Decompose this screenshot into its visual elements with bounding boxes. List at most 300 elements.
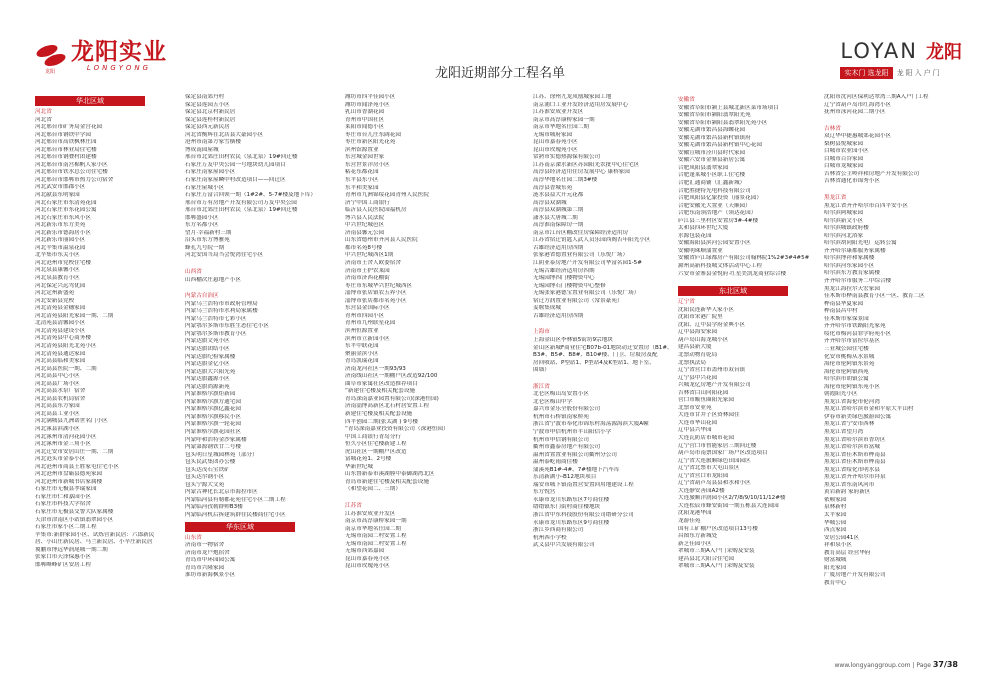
project-item: 温州省置置业有限公司衢州分公司	[533, 451, 617, 458]
project-item: 佳木斯市家保景园	[824, 315, 869, 322]
logo-mark-icon: 龙阳	[36, 44, 66, 68]
project-item: 河北献县东明家园	[35, 192, 80, 199]
project-item: 江阴亚泰房地产开发有限公司华富名园1-5#	[533, 260, 642, 267]
project-item: 中兴世纪城邑区	[345, 222, 385, 229]
project-item: 辽中县海安家园	[678, 329, 718, 336]
project-item: 淮坊市新海枫景小区	[185, 572, 236, 579]
project-item: 潍坊市四平佳园小区	[345, 94, 396, 100]
project-item: 江苏淮安成业开发区	[533, 109, 584, 116]
project-column-1	[35, 94, 185, 569]
project-item: 高淳县双湖城	[533, 199, 567, 206]
province-heading: 内蒙古自治区	[185, 293, 219, 300]
project-item: 辽宁省葫芦岛市红海湾小区	[824, 101, 892, 108]
project-item: 山东鲁新泰市溪湖塍中泰御湖湾北区	[345, 471, 435, 478]
project-item: 河北保定兴远驾优园	[35, 282, 86, 289]
project-item: 河北清苑县阳光家园一期、二期	[35, 312, 114, 319]
project-item: 内蒙准格尔旗亿鑫花园	[185, 406, 241, 413]
project-item: 北票动物育乾局	[678, 351, 718, 358]
project-item: 无锡张家港德宝置业有限公司（乐悦广场）	[533, 290, 640, 297]
project-item: 保定县莲桂村新民居	[185, 116, 236, 123]
project-item: 大连市甘井子区资林园住	[678, 412, 740, 419]
project-item: 北票市安业苑	[678, 404, 712, 411]
project-item: 安徽芜湖市繁昌县新村镇镇府	[678, 134, 751, 141]
project-item: 江苏南京溧水新区苏园阳光农批中心住宅区	[533, 161, 640, 168]
project-item: 黑龙江省海伦市伦河湾	[824, 398, 880, 405]
project-item: 沈阳民连新华人家小区	[678, 306, 734, 313]
project-item: 昆山市玫瑰苑小区	[345, 563, 390, 570]
project-item: 内蒙达旗大兴阳光苑	[185, 368, 236, 375]
project-item: 河北石家庄市东花园公寓	[35, 207, 97, 214]
project-item: 枣庄市台儿庄东阔花园	[345, 131, 401, 138]
province-heading: 山东省	[185, 534, 202, 541]
project-item: 金山区新城F商业住宅B07b-01地块动迁安置房（B1#、	[533, 344, 673, 351]
project-item: 临沂县人民医院园福机房	[345, 207, 407, 214]
project-item: 包头民武集团办公楼	[185, 459, 236, 466]
project-item: 青州市九洲锦绥花园青州人民医院	[345, 192, 429, 199]
project-item: 河北清苑县金穗家园	[35, 305, 86, 312]
project-item: 河北高县临和美家园	[35, 358, 86, 365]
project-item: 河北邢台市南宫棉帆人家小区	[35, 161, 108, 168]
project-item: 涟水县益大开元花都	[533, 192, 584, 199]
project-item: 河北沧州市党校住宅楼	[35, 259, 91, 266]
project-item: 梨树县悦城家园	[824, 140, 864, 147]
project-item: 吉林省通化市锦秀小区	[824, 178, 880, 185]
project-item: 杭州西小学校	[533, 534, 567, 541]
project-item: 西点家园	[824, 527, 847, 534]
project-item: 曲阜市家寓社区改造推荐项目	[345, 380, 418, 387]
project-item: 华新世纪城	[345, 463, 373, 470]
province-heading: 河北省	[35, 109, 52, 115]
project-item: 蜂孔九号院一期	[185, 244, 225, 251]
project-item: 青州市四园小区	[345, 312, 385, 319]
province-heading: 黑龙江省	[824, 195, 847, 202]
project-item: 海伦市伦阿镇东苑小区	[824, 383, 880, 390]
project-item: 北票执法局	[678, 359, 706, 366]
project-item: 河北新乐市东方美苑	[35, 222, 86, 229]
project-item: 太平家园	[824, 511, 847, 518]
project-item: 河北清苑县中心商务楼	[35, 335, 91, 342]
project-item: 东营城金园世家	[345, 154, 385, 161]
project-item: 浙江乡西商有限公司	[533, 527, 584, 534]
project-item: 哈尔滨博祥和家属楼	[824, 255, 875, 262]
project-item: 黑龙江海拉尔天宏家园	[824, 285, 880, 292]
project-item: 山东省德州市齐河县人民医院	[345, 237, 418, 244]
project-item: 黑龙江省望月湾	[824, 428, 864, 435]
project-item: 包头达尔钢小区	[185, 474, 225, 481]
project-item: 沈阳市宋港广院里	[678, 314, 723, 321]
project-item: 河北新乐市德海居小区	[35, 229, 91, 236]
project-item: 黑龙江省哈尔滨市金和平原大平山村	[824, 406, 914, 413]
project-item: 河北涿州市金三角小区	[35, 441, 91, 448]
project-item: 合肥东南领浩地产（领达花园）	[678, 210, 757, 217]
project-item: 祥和泉小区	[824, 542, 852, 549]
project-item: 水源包装花园	[678, 232, 712, 239]
project-column-3	[345, 94, 495, 571]
project-item: 南京浦口工业开发经济适用房发展中心	[533, 101, 629, 108]
project-item: 南京市高淳康桥家园一期	[533, 116, 595, 123]
project-item: 河北沧州市盘霸县德苑家园	[35, 471, 103, 478]
brand-name: 龙阳实业	[71, 39, 167, 65]
project-item: 北辛集市东关小区	[35, 252, 80, 259]
footer-url: www.longyanggroup.com	[834, 662, 911, 669]
project-item: 石家庄市无极县孝瑞家园	[35, 486, 97, 493]
project-item: 黑龙江省佳木斯市桦南县	[824, 459, 886, 466]
project-item: 嘉兴市金乐全股份有限公司	[533, 406, 601, 413]
project-item: 齐齐哈尔市铁路阳光家苑	[824, 323, 886, 330]
project-item: 永康市龙川东路东区9号商住楼	[533, 519, 610, 526]
project-item: 姜堰集成城	[533, 305, 561, 312]
spacer	[678, 278, 818, 284]
project-item: 河北清苑县通达家园	[35, 350, 86, 357]
project-item: 河北涿县滨湖小区	[35, 425, 80, 432]
province-heading: 浙江省	[533, 383, 550, 390]
project-item: 无锡古雄经济适用房四期	[533, 267, 595, 274]
project-item: 哈尔滨阿城家园	[824, 210, 864, 217]
project-item: 内蒙准格尔旗一轮花园	[185, 421, 241, 428]
project-item: 博成南园屋城	[185, 146, 219, 153]
project-item: 葫芦岛山海龙城小区	[678, 336, 729, 343]
region-header: 东北区域	[678, 286, 788, 296]
province-heading: 辽宁省	[678, 299, 695, 306]
project-item: 河北清苑县阳光北苑小区	[35, 342, 97, 349]
project-item: 石家庄市无极县交警大队家属楼	[35, 508, 114, 515]
project-item: 合肥安徽光大置业（天顺园）	[678, 202, 751, 209]
project-item: 邢台市万有房地产开发有限公司万友中央公园	[185, 199, 297, 206]
project-item: 安徽省阜阳市颍阳翡翠阳光苑	[678, 112, 751, 119]
project-item: 滨州恒源置业	[345, 327, 379, 334]
project-item: 东营世景洋房小区	[345, 161, 390, 168]
project-item: 保定县北京村新民居	[185, 109, 236, 116]
project-item: 河北省衡辉在北店县大豪园小区	[185, 131, 264, 138]
project-item: 河北高县医院一期、二期	[35, 365, 97, 372]
project-item: 白城市百谷家园	[824, 155, 864, 162]
project-item: 包头宁源大文苑	[185, 481, 225, 488]
project-item: 黑龙江省齐齐哈尔市百四平安小区	[824, 202, 908, 209]
project-item: 伊春市新美绿色旅游园公寓	[824, 413, 892, 420]
project-item: 济南县馨元公园	[345, 229, 385, 236]
project-item: 内蒙达旗文苑小区	[185, 338, 230, 345]
project-item: 安徽海阳县滨河公园安置小区	[678, 240, 751, 247]
project-item: 齐齐哈尔市富拉尔基区	[824, 338, 880, 345]
project-item: 内蒙准格尔旗花园社区	[185, 428, 241, 435]
project-item: 合肥凤阳县翡翠家园	[678, 164, 729, 171]
footer-page-label: Page	[916, 662, 931, 669]
project-item: 江苏、徐州九龙凤凰城家园工地	[533, 94, 612, 100]
project-item: 安徽芜湖市繁昌县新村镇中心花园	[678, 142, 762, 149]
project-item: 昌图东方新城处	[678, 533, 718, 540]
project-item: 杭州市石桥镇南家桥苑	[533, 413, 589, 420]
project-item: 内蒙乌兰浩特市市政府管理局	[185, 300, 258, 307]
project-item: 白城市龙城家园	[824, 163, 864, 170]
project-item: 高淳县经济适用住房发展中心 康桥家园	[533, 169, 630, 176]
province-heading: 安徽省	[678, 97, 695, 103]
project-item: 内蒙准格尔旗移民小区	[185, 413, 241, 420]
project-item: 东平县东小区	[345, 177, 379, 184]
spacer	[345, 494, 495, 500]
project-item: 内蒙达旗团结小区	[185, 345, 230, 352]
project-item: 辽宁县中兴花园	[678, 374, 718, 381]
project-item: 哈尔滨河东家园小区	[824, 262, 875, 269]
project-item: 博兴县人民法院	[345, 214, 385, 221]
project-item: “新建住宅楼及相关配套设施	[345, 388, 416, 395]
project-item: 中国工商银行青岛分行	[345, 433, 401, 440]
project-item: 河北定州新盛苑	[35, 290, 75, 297]
project-item: 辽宁省北票市大屯山景区	[678, 465, 740, 472]
project-item: 石家庄市仁和嘉园小区	[35, 493, 91, 500]
project-item: 包头明日星城园林苑（部分）	[185, 451, 258, 458]
project-item: 河北满城县九洲诺世名门小区	[35, 418, 108, 425]
project-item: 杭州市申信钢有限公司	[533, 436, 589, 443]
project-item: 财富城城	[824, 557, 847, 564]
project-item: 河北石家庄市东风小区	[35, 214, 91, 221]
project-item: 依顿家园	[824, 496, 847, 503]
project-item: 双辽华中捷惠城郊花园小区	[824, 133, 892, 140]
spacer	[824, 117, 964, 123]
project-item: 上海金山区李林镇5街坊9宗地块	[533, 336, 613, 343]
project-item: B3#、B5#、B8#、B10#楼、门卫、垃圾房及配	[533, 352, 658, 359]
project-item: 河北高县中心小区	[35, 373, 80, 380]
project-item: 河北邢台市矿务局金宫花园	[35, 124, 103, 131]
region-header: 华北区域	[35, 96, 145, 106]
project-item: 富城花苑1、2号楼	[345, 456, 392, 463]
project-item: 河北邢台市钢铁中学园	[35, 131, 91, 138]
project-item: 石家庄市科技大学宿舍	[35, 501, 91, 508]
slogan-text: 龙阳入户门	[896, 69, 942, 77]
project-item: 青岛市中环园园公寓	[185, 557, 236, 564]
spacer	[185, 260, 335, 266]
project-item: 河北石家庄市东清苑花园	[35, 199, 97, 206]
project-item: （和望花园二、三期）	[345, 486, 401, 493]
spacer	[824, 186, 964, 192]
region-header: 华东区域	[185, 522, 295, 532]
project-item: 浙江省中东科技股份有限公司缙研分公司	[533, 511, 634, 518]
project-item: 内蒙临河机后拆建筑群住民楼商住宅小区	[185, 511, 286, 518]
project-item: 黑龙江省齐齐哈尔市拜泉	[824, 474, 886, 481]
project-item: 安徽六安市金寨县新居公寓	[678, 157, 746, 164]
project-item: 东方悦宫	[533, 489, 556, 496]
project-item: 辽宁省营口市盖州市双台镇	[678, 367, 746, 374]
project-item: 枣庄市东城华兴世纪城西区	[345, 282, 413, 289]
project-column-2	[185, 94, 335, 580]
project-item: 内蒙临河县有勒都花苑住宅小区二期工程	[185, 496, 286, 503]
project-item: 化安市桃梅从水景城	[824, 353, 875, 360]
project-item: 安徽芜湖市繁昌县海螺花园	[678, 127, 746, 134]
project-item: 辽宁营口市智能家居三期回迁楼	[678, 442, 757, 449]
project-item: 华城公园	[824, 519, 847, 526]
project-item: 大连静安善园A2楼	[678, 487, 725, 494]
project-item: 河北省	[35, 116, 52, 123]
project-item: 内蒙达旗鑫源小区	[185, 376, 230, 383]
project-item: 山西榆次庄悬地产小区	[185, 276, 241, 283]
project-item: 石家庄南家屋园小区	[185, 169, 236, 176]
project-item: 河北高县农机局宿舍	[35, 395, 86, 402]
project-column-5	[678, 94, 818, 571]
footer-page-number: 37/38	[932, 660, 958, 669]
project-item: 辽宁省大连旅顺绿色田园园区	[678, 457, 751, 464]
project-item: 恒久小区住宅楼新建工程	[345, 441, 407, 448]
project-item: 东平和美家园	[345, 184, 379, 191]
project-item: 大连松辰市蜂安街园一期五栋县大连园园	[678, 502, 779, 509]
project-item: 辽宁省葫芦岛县县和水和小区	[678, 480, 751, 487]
project-item: 河北涿州市清河花园小区	[35, 433, 97, 440]
project-item: 河北清苑县建设小区	[35, 327, 86, 334]
project-item: 内蒙达旗尚源新苑	[185, 383, 230, 390]
project-item: 昆山市嘉春苑小区	[345, 555, 390, 562]
project-item: 哈尔滨城镇政府楼	[824, 225, 869, 232]
project-item: 哈尔滨新文小区	[824, 217, 864, 224]
project-item: 济南市济西花棚街	[345, 275, 390, 282]
project-item: 青州市九州联星花园	[345, 320, 396, 327]
project-item: 河北迁安市安居山庄一期、二期	[35, 448, 114, 455]
project-item: 淄博市张店都市名苑小区	[345, 297, 407, 304]
project-item: 高淳县香城东苑	[533, 184, 573, 191]
project-item: 济南线山社区一期棚户区改造92/100	[345, 373, 438, 380]
spacer	[533, 320, 673, 326]
project-item: 建昌县北大阳合住宅园	[678, 555, 734, 562]
project-item: 河北邢台市钢叠村团建楼	[35, 154, 97, 161]
project-item: 虎山社区一期棚户区改造	[345, 448, 407, 455]
project-item: 武义县中兴发展有限公司	[533, 542, 595, 549]
project-item: 太和县四环世纪大厦	[678, 225, 729, 232]
project-item: 保定县西元新民居	[185, 124, 230, 131]
project-item: 围墙）	[533, 367, 550, 374]
project-item: 合肥汇通商铺（汇鑫新城）	[678, 180, 746, 187]
project-item: 安徽省阜阳市颍阳县翡翠阳光苑小区	[678, 119, 768, 126]
project-item: 无锡市西郊嘉园	[345, 548, 385, 555]
project-item: 吉林省白山向阳花园	[678, 389, 729, 396]
project-item: 南京市华地名仕园二期	[345, 525, 401, 532]
project-item: 白城市农业园小区	[824, 148, 869, 155]
project-item: 内蒙乌兰浩特市水利局家属楼	[185, 308, 258, 315]
project-item: 济南市龙户炮宿舍	[185, 549, 230, 556]
project-item: 聚丽金滨小区	[345, 350, 379, 357]
project-item: 内蒙达旗纪检家属楼	[185, 353, 236, 360]
project-item: 都市名苑8号楼	[345, 244, 383, 251]
project-item: 莱阳市闻德小区	[345, 124, 385, 131]
project-item: 济宁中国工商银行	[345, 199, 390, 206]
project-item: 合肥蓬莱城小区职工住宅楼	[678, 172, 746, 179]
project-item: 桦南县昌中村	[824, 308, 858, 315]
project-item: 邢台市北郊庄田村农民（泉北泉）19#回迁楼	[185, 154, 298, 161]
project-item: 昆山市玫瑰苑小区	[533, 146, 578, 153]
project-item: 辽宁省营口市龙阳园	[678, 472, 729, 479]
project-item: 无锡园博四门楼物资中心	[533, 275, 595, 282]
project-item: 沿头市东方博雅苑	[185, 237, 230, 244]
project-item: 冀鹏市博远华润尾城一期二期	[35, 546, 108, 553]
province-heading: 江苏省	[345, 502, 362, 509]
project-item: 温州泰屹雨商住楼	[533, 459, 578, 466]
project-item: 广厦房地产开发有限公司	[824, 572, 886, 579]
project-item: 内蒙鄂尔多斯市教育小区	[185, 330, 247, 337]
loyan-brand-en: LOYAN	[840, 39, 918, 63]
project-item: 济南淄博高新区北石村居安置工程	[345, 403, 429, 410]
project-item: 东方名都小区	[185, 222, 219, 229]
project-item: 新建住宅楼及相关配套设施	[345, 410, 413, 417]
project-item: 滨州市立新园小区	[345, 335, 390, 342]
project-item: 居、小山庄新民居、马兰新民居、小辛庄新民居	[35, 539, 153, 546]
project-item: 哈尔滨市胡镇公寓	[824, 376, 869, 383]
project-item: 江苏省宿迁钥匙人武人员乐园西阁否年阳光小区	[533, 237, 651, 244]
project-item: 河北高县广场小区	[35, 380, 80, 387]
project-item: 黑龙江省哈尔滨市富城	[824, 444, 880, 451]
project-item: 南京市华地名仕园二期	[533, 124, 589, 131]
project-item: 张家港省德置业有限公司（乐悦广场）	[533, 252, 629, 259]
project-item: 建昌县新大厦	[678, 344, 712, 351]
project-item: 黄岩新韵 家府新区	[824, 489, 871, 496]
project-item: 宁波市申信杭州市半山阳信小学	[533, 428, 612, 435]
project-item: 内蒙临河孜勒群帅B3楼	[185, 504, 243, 511]
project-item: 古雄经济适用房四期	[533, 244, 584, 251]
project-item: 黑龙江省宁安市西林	[824, 421, 875, 428]
project-item: 河北沧州市商县王胜家屯住宅小区	[35, 463, 119, 470]
project-item: 沈阳、辽中县学府金典小区	[678, 321, 746, 328]
project-item: 葫芦岛市南票国家广场户区改造项目	[678, 450, 768, 457]
project-item: 青岛市新建住宅楼及相关配套设施	[345, 478, 429, 485]
project-item: 济南龙河社区一期93/93	[345, 365, 406, 372]
project-item: 内蒙准格尔旗炬新园	[185, 391, 236, 398]
project-item: 昆山市嘉春苑小区	[533, 139, 578, 146]
project-item: 哈尔滨东方教育家属楼	[824, 270, 880, 277]
project-item: 北清苑县清馨园小区	[35, 320, 86, 327]
project-item: 邢台市北郊庄田村农民（泉北泉）19#回迁楼	[185, 207, 298, 214]
project-item: 兴城龙亿房地产开发有限公司	[678, 382, 751, 389]
project-item: 泉林新村	[824, 504, 847, 511]
project-item: 张家口市天泽保惠小区	[35, 554, 91, 561]
project-item: 蒲溪苑B1#-4#、7#楼地下汽车库	[533, 466, 620, 473]
project-item: 龙游佳苑	[678, 517, 701, 524]
project-item: 石家庄万友中央公园一号地块幼儿园项目	[185, 161, 286, 168]
project-item: 内蒙古神化长北京市海拉市区	[185, 489, 258, 496]
project-item: 潇水县大唐城二期	[533, 214, 578, 221]
project-item: 南京市江台区棚改住房保障经济适用房	[533, 229, 629, 236]
project-item: 河北邢台市高铁枫林庄园	[35, 139, 97, 146]
project-item: 黑龙江省佳木斯市桦南县	[824, 451, 886, 458]
project-item: 国有工矿棚户区改造项目13号楼	[678, 525, 758, 532]
project-item: 三亚城公园住宅楼	[824, 345, 869, 352]
project-item: 黑龙江省绥化市明水县	[824, 466, 880, 473]
project-item: 河北邢台市林业局住宅楼	[35, 146, 97, 153]
project-item: 天津市津南区小站镇翡翠园小区	[35, 516, 114, 523]
project-item: 常熟市实德热源保有限公司	[533, 154, 601, 161]
project-item: 石家庄市家小区二期工程	[35, 524, 97, 531]
project-item: 内蒙第源钢铁廿二号楼	[185, 444, 241, 451]
project-item: 济南市一物宿舍	[185, 542, 225, 549]
province-heading: 山西省	[185, 269, 202, 276]
slogan-box: 实木门 选龙阳	[840, 67, 892, 79]
project-item: 瑞安市城下镇南置营安置回用地建设工程	[533, 481, 634, 488]
project-item: 教育高层 经营华府	[824, 549, 871, 556]
project-item: 乐清新湖小-B12地块项目	[533, 474, 597, 481]
project-item: 哈尔滨河北浴家	[824, 232, 864, 239]
project-item: 安居公园41区	[824, 534, 860, 541]
province-heading: 上海市	[533, 329, 550, 336]
project-item: 河北邢台市铁水总公司住宅楼	[35, 169, 108, 176]
project-item: 江苏淮安成业开发区	[345, 510, 396, 517]
project-item: 安徽明珠顺蒲置业	[678, 247, 723, 254]
loyan-brand-cn: 龙阳	[926, 42, 962, 63]
project-item: 青岛深南嘉业园置有限公司(深港恒园)	[345, 395, 439, 402]
project-item: 绥化市梅河县罪学府苑小区	[824, 330, 892, 337]
project-item: 桦南县华夏家园	[824, 300, 864, 307]
project-item: 六安市金寨县金悦府·红星美凯龙商业综合楼	[678, 270, 787, 277]
project-item: 青岛凯瑞花园	[345, 358, 379, 365]
project-item: 石家庄万富合回领一期（1#2#、5-7#楼及地下库）	[185, 192, 317, 199]
project-item: 营口市鲅鱼圈阳光家园	[678, 397, 734, 404]
project-item: 河北沧州市新城书店家属楼	[35, 478, 103, 485]
project-item: 沧州市南第方家雪横楼	[185, 139, 241, 146]
project-item: 安徽宣城市泾川县时代家园	[678, 149, 746, 156]
project-item: 宿迁方润置业有限公司（常景豪苑）	[533, 297, 623, 304]
